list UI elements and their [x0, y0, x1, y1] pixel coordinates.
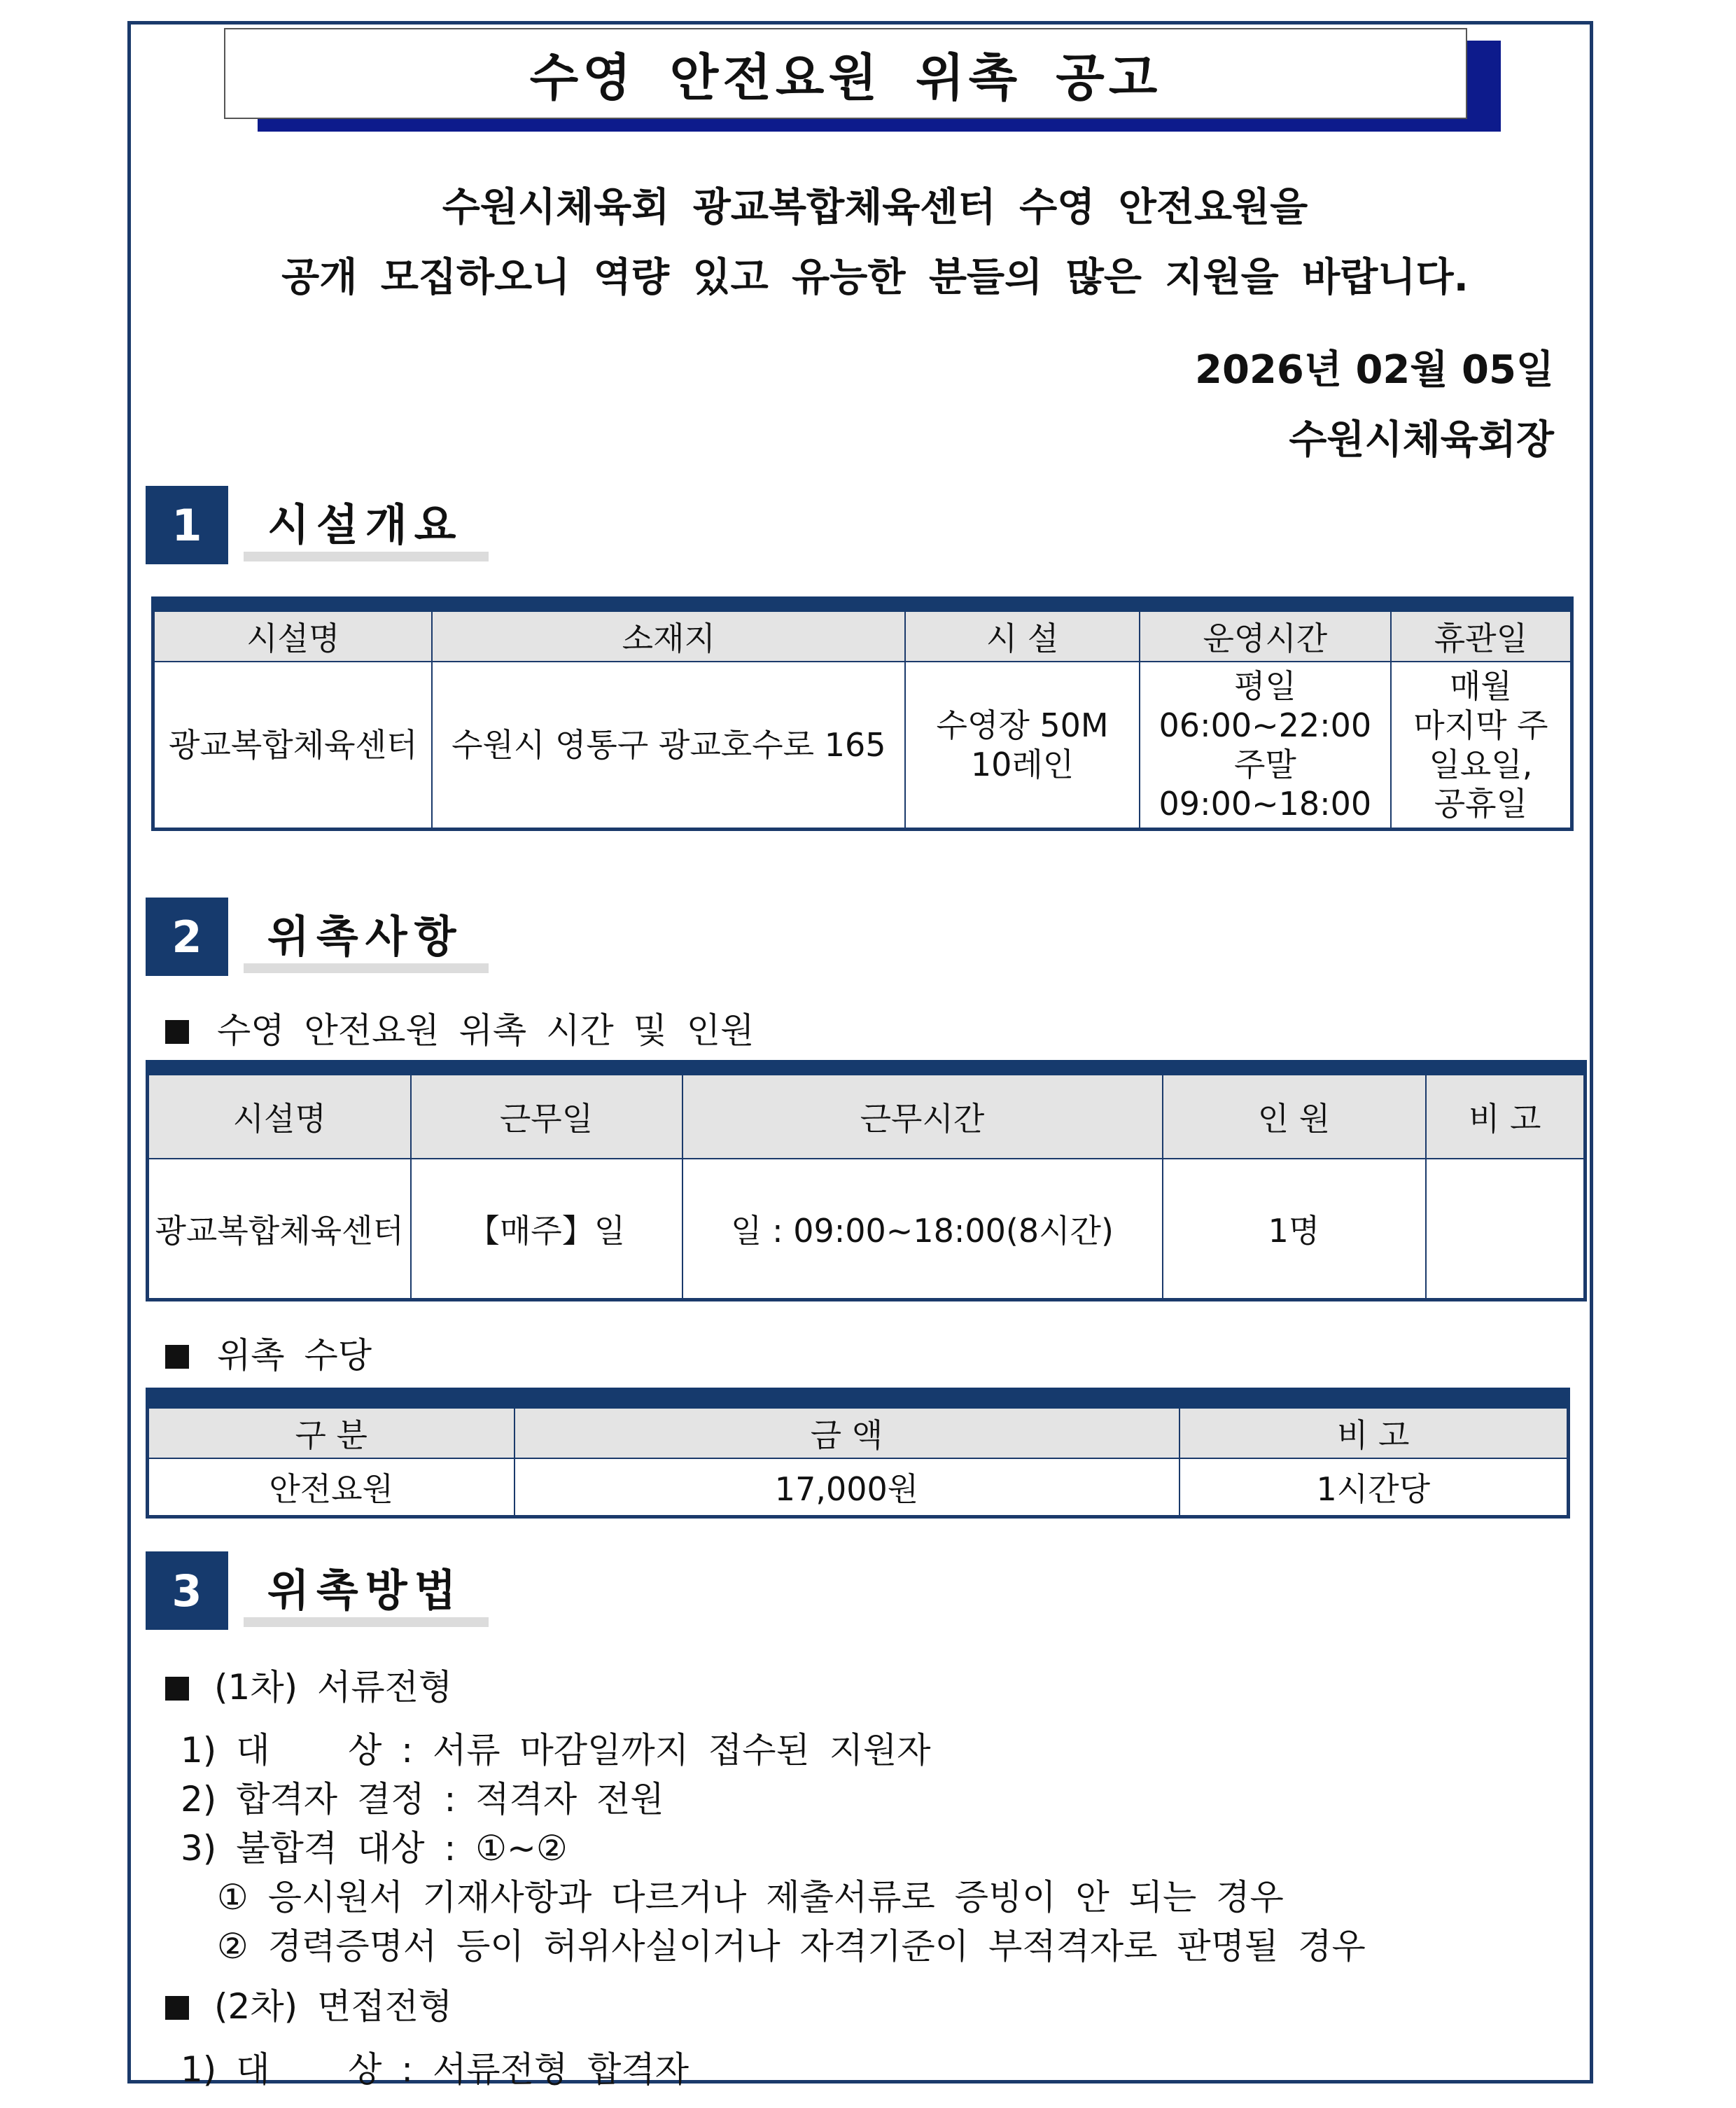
pay-table: [146, 1388, 1570, 1519]
closed-line: 공휴일: [1434, 785, 1528, 823]
section-3-underline: [244, 1617, 489, 1627]
list-item: ② 경력증명서 등이 허위사실이거나 자격기준이 부적격자로 판명될 경우: [217, 1926, 1366, 1967]
headcount: 1명: [1163, 1159, 1426, 1300]
facility-name: 광교복합체육센터: [153, 662, 433, 830]
column-header: 휴관일: [1391, 604, 1572, 662]
column-header: 구 분: [148, 1398, 514, 1458]
facility-info-line: 10레인: [970, 746, 1074, 783]
facility-info-line: 수영장 50M: [936, 706, 1109, 744]
list-item: 1) 대 상 : 서류 마감일까지 접수된 지원자: [181, 1730, 931, 1771]
closed-line: 마지막 주: [1413, 706, 1548, 744]
bullet-square-icon: [165, 1996, 189, 2020]
hours-line: 09:00~18:00: [1158, 785, 1372, 823]
table-header-row: [148, 1398, 1569, 1458]
stage-1-text: (1차) 서류전형: [214, 1667, 453, 1708]
table-header-row: [148, 1068, 1586, 1159]
list-item: 3) 불합격 대상 : ①~②: [181, 1828, 568, 1869]
bullet-square-icon: [165, 1020, 189, 1044]
table-row: [148, 1458, 1569, 1517]
closed-line: 일요일,: [1429, 746, 1533, 783]
section-2-title: 위촉사항: [267, 911, 463, 962]
issuer: 수원시체육회장: [1289, 417, 1554, 463]
section-1-number: 1: [146, 486, 228, 564]
column-header: 시설명: [153, 604, 433, 662]
hours-line: 주말: [1233, 746, 1296, 783]
closed-days: [1391, 662, 1572, 830]
list-item: 1) 대 상 : 서류전형 합격자: [181, 2049, 690, 2090]
column-header: 금 액: [514, 1398, 1180, 1458]
closed-line: 매월: [1449, 667, 1512, 705]
facility-name: 광교복합체육센터: [148, 1159, 411, 1300]
intro-line-2: 공개 모집하오니 역량 있고 유능한 분들의 많은 지원을 바랍니다.: [281, 255, 1469, 300]
pay-amount: 17,000원: [514, 1458, 1180, 1517]
title-banner: [224, 28, 1501, 133]
work-days: 【매주】일: [411, 1159, 682, 1300]
bullet-square-icon: [165, 1345, 189, 1369]
subheading-schedule: [165, 1003, 754, 1053]
hours-line: 평일: [1233, 667, 1296, 705]
column-header: 비 고: [1426, 1068, 1586, 1159]
column-header: 시설명: [148, 1068, 411, 1159]
section-3-title: 위촉방법: [267, 1565, 463, 1616]
column-header: 운영시간: [1140, 604, 1391, 662]
facility-info: [905, 662, 1140, 830]
list-item: 2) 합격자 결정 : 적격자 전원: [181, 1779, 664, 1820]
list-item: ① 응시원서 기재사항과 다르거나 제출서류로 증빙이 안 되는 경우: [217, 1877, 1284, 1918]
facility-table: [151, 596, 1574, 831]
column-header: 근무일: [411, 1068, 682, 1159]
announcement-date: 2026년 02월 05일: [1195, 347, 1554, 393]
section-2-underline: [244, 963, 489, 973]
intro-line-1: 수원시체육회 광교복합체육센터 수영 안전요원을: [442, 185, 1308, 230]
subheading-pay: [165, 1327, 372, 1378]
column-header: 근무시간: [682, 1068, 1163, 1159]
table-row: [148, 1159, 1586, 1300]
column-header: 시 설: [905, 604, 1140, 662]
pay-type: 안전요원: [148, 1458, 514, 1517]
column-header: 비 고: [1180, 1398, 1569, 1458]
column-header: 인 원: [1163, 1068, 1426, 1159]
bullet-square-icon: [165, 1677, 189, 1701]
table-row: [153, 662, 1572, 830]
page-title: 수영 안전요원 위촉 공고: [224, 28, 1467, 119]
remarks: [1426, 1159, 1586, 1300]
pay-note: 1시간당: [1180, 1458, 1569, 1517]
section-1-title: 시설개요: [267, 499, 463, 550]
work-hours: 일 : 09:00~18:00(8시간): [682, 1159, 1163, 1300]
stage-1-heading: [165, 1659, 452, 1710]
column-header: 소재지: [432, 604, 905, 662]
schedule-table: [146, 1060, 1587, 1301]
operating-hours: [1140, 662, 1391, 830]
subheading-text: 수영 안전요원 위촉 시간 및 인원: [217, 1010, 755, 1051]
section-3-number: 3: [146, 1551, 228, 1630]
subheading-text: 위촉 수당: [217, 1335, 372, 1376]
stage-2-text: (2차) 면접전형: [214, 1986, 453, 2027]
section-1-underline: [244, 552, 489, 561]
hours-line: 06:00~22:00: [1158, 706, 1372, 744]
stage-2-heading: [165, 1978, 452, 2029]
section-2-number: 2: [146, 898, 228, 976]
table-header-row: [153, 604, 1572, 662]
facility-address: 수원시 영통구 광교호수로 165: [432, 662, 905, 830]
